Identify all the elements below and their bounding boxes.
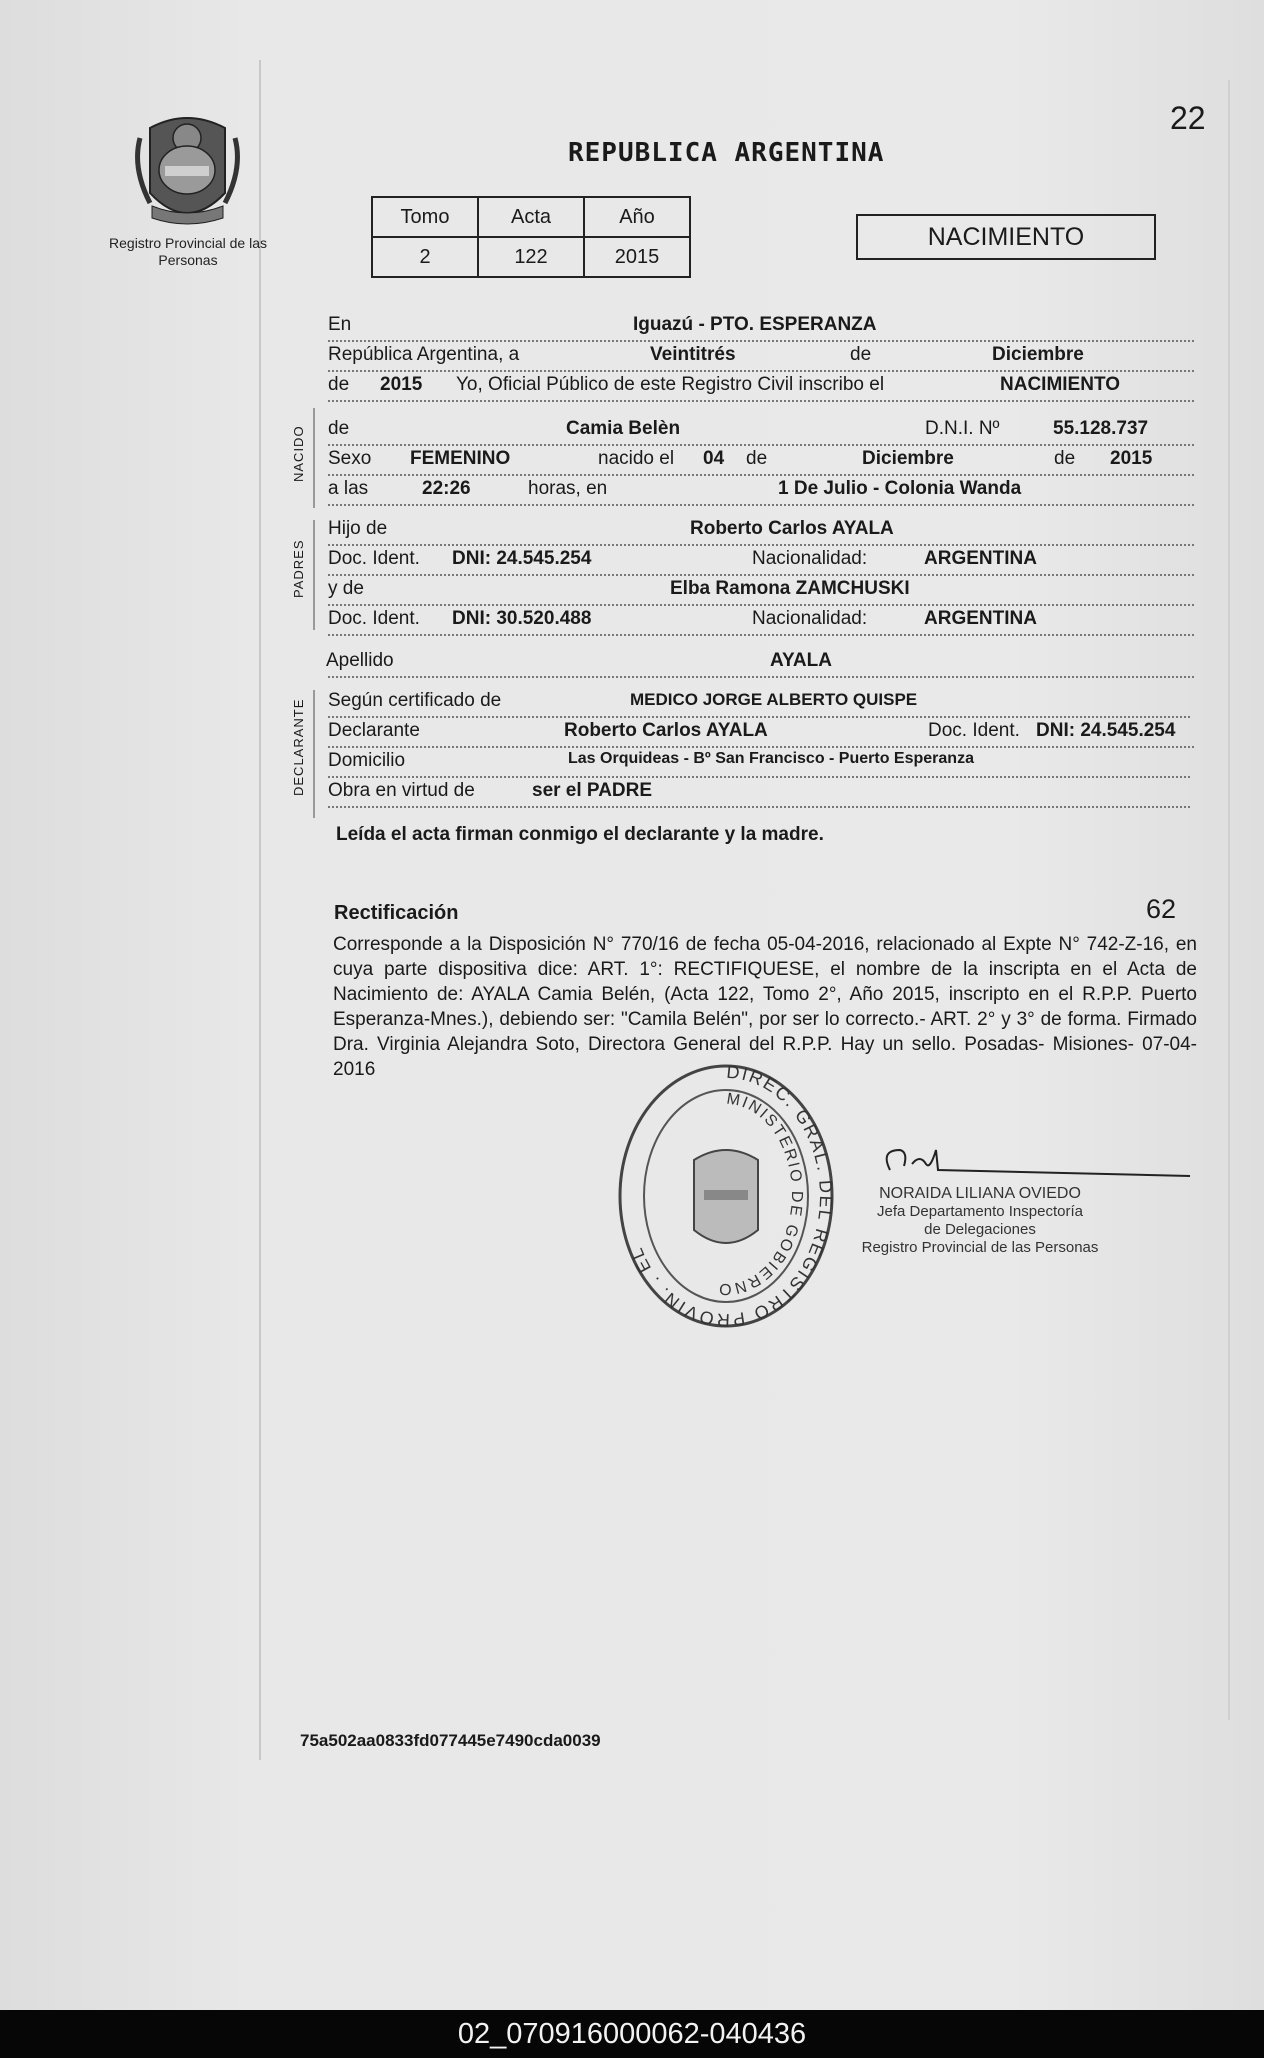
padres-section-label: PADRES <box>291 539 306 598</box>
record-table <box>371 196 691 278</box>
label-doc-mother: Doc. Ident. <box>328 608 420 629</box>
label-de-month: de <box>746 448 768 469</box>
line-father <box>328 518 1194 546</box>
document-hash: 75a502aa0833fd077445e7490cda0039 <box>300 1731 601 1750</box>
signatory-title: Jefa Departamento Inspectoría <box>877 1203 1083 1220</box>
signatory-office: Registro Provincial de las Personas <box>861 1239 1099 1256</box>
nacido-section-label: NACIDO <box>291 425 306 482</box>
line-date <box>328 344 1194 372</box>
label-y-de: y de <box>328 578 364 599</box>
label-declarante: Declarante <box>328 720 420 741</box>
value-father-doc: DNI: 24.545.254 <box>452 548 592 569</box>
label-horas-en: horas, en <box>528 478 608 499</box>
line-father-doc <box>328 548 1194 576</box>
misiones-coat-of-arms-icon <box>130 108 245 233</box>
stamp-outer-text: DIREC. GRAL. DEL REGISTRO PROVIN. . EL <box>625 1061 837 1331</box>
closing-statement: Leída el acta firman conmigo el declarante y la madre. <box>336 824 824 845</box>
label-apellido: Apellido <box>326 650 394 671</box>
padres-rule <box>313 520 315 630</box>
label-de: de <box>850 344 872 365</box>
value-birth-place: 1 De Julio - Colonia Wanda <box>778 478 1022 499</box>
label-nat-mother: Nacionalidad: <box>752 608 868 629</box>
table-value-acta: 122 <box>478 237 584 277</box>
line-sex-birthdate <box>328 448 1194 476</box>
value-year: 2015 <box>380 374 423 395</box>
rectification-title: Rectificación <box>334 902 459 924</box>
officer-text: Yo, Oficial Público de este Registro Civil inscribo el <box>456 374 885 395</box>
nacido-rule <box>313 408 315 508</box>
value-mother-doc: DNI: 30.520.488 <box>452 608 592 629</box>
table-value-anio: 2015 <box>584 237 690 277</box>
label-nacido-el: nacido el <box>598 448 675 469</box>
value-father-name: Roberto Carlos AYALA <box>690 518 894 539</box>
line-mother-doc <box>328 608 1194 636</box>
value-child-dni: 55.128.737 <box>1053 418 1149 439</box>
line-obra <box>328 780 1190 808</box>
declarante-rule <box>313 690 315 818</box>
label-republica: República Argentina, a <box>328 344 520 365</box>
value-sexo: FEMENINO <box>410 448 511 469</box>
value-domicilio: Las Orquideas - Bº San Francisco - Puerto Esperanza <box>568 750 974 767</box>
value-act-type: NACIMIENTO <box>1000 374 1120 395</box>
value-birth-year: 2015 <box>1110 448 1153 469</box>
value-month: Diciembre <box>992 344 1084 365</box>
label-doc-declarante: Doc. Ident. <box>928 720 1020 741</box>
label-de-year2: de <box>1054 448 1076 469</box>
left-margin-line <box>259 60 261 1760</box>
label-nat-father: Nacionalidad: <box>752 548 868 569</box>
table-header-acta: Acta <box>478 197 584 237</box>
table-header-tomo: Tomo <box>372 197 478 237</box>
line-certificado <box>328 690 1190 718</box>
country-title: REPUBLICA ARGENTINA <box>568 138 885 168</box>
line-mother <box>328 578 1194 606</box>
label-doc-father: Doc. Ident. <box>328 548 420 569</box>
line-place <box>328 314 1194 342</box>
signatory-department: de Delegaciones <box>924 1221 1036 1238</box>
declarante-section-label: DECLARANTE <box>291 698 306 796</box>
value-birth-day: 04 <box>703 448 725 469</box>
line-apellido <box>328 650 1194 678</box>
value-birth-time: 22:26 <box>422 478 471 499</box>
rectification-number: 62 <box>1146 894 1177 924</box>
page-number: 22 <box>1170 100 1206 136</box>
line-declarante <box>328 720 1194 748</box>
rectification-body: Corresponde a la Disposición N° 770/16 de fecha 05-04-2016, relacionado al Expte N° 742-Z-16, en cuya parte dispositiva dice: ART. 1°: RECTIFIQUESE, el nombre de la inscripta en el Acta de Nacimiento de: AYALA Camia Belén, (Acta 122, Tomo 2°, Año 2015, inscripto en el R.P.P. Puerto Esperanza-Mnes.), debiendo ser: "Camila Belén", por ser lo correcto.- ART. 2° y 3° de forma. Firmado Dra. Virginia Alejandra Soto, Directora General del R.P.P. Hay un sello. Posadas- Misiones- 07-04-2016 <box>333 934 1197 1080</box>
scan-footer-id: 02_070916000062-040436 <box>0 2010 1264 2058</box>
handwritten-signature-icon <box>860 1140 1190 1180</box>
value-certificado: MEDICO JORGE ALBERTO QUISPE <box>630 690 918 709</box>
label-domicilio: Domicilio <box>328 750 406 771</box>
value-mother-nat: ARGENTINA <box>924 608 1037 629</box>
value-declarante-name: Roberto Carlos AYALA <box>564 720 768 741</box>
label-de-year: de <box>328 374 350 395</box>
value-father-nat: ARGENTINA <box>924 548 1037 569</box>
line-domicilio <box>328 750 1190 778</box>
label-en: En <box>328 314 352 335</box>
signatory-name: NORAIDA LILIANA OVIEDO <box>879 1185 1081 1202</box>
value-birth-month: Diciembre <box>862 448 954 469</box>
label-hijo-de: Hijo de <box>328 518 388 539</box>
table-value-tomo: 2 <box>372 237 478 277</box>
line-time-place <box>328 478 1194 506</box>
value-obra: ser el PADRE <box>532 780 653 801</box>
official-stamp-icon <box>612 1060 840 1332</box>
label-obra: Obra en virtud de <box>328 780 475 801</box>
stamp-inner-text: MINISTERIO DE GOBIERNO <box>716 1090 806 1298</box>
label-de-name: de <box>328 418 350 439</box>
label-dni: D.N.I. Nº <box>925 418 1000 439</box>
label-sexo: Sexo <box>328 448 372 469</box>
value-place: Iguazú - PTO. ESPERANZA <box>633 314 877 335</box>
value-day-words: Veintitrés <box>650 344 736 365</box>
label-a-las: a las <box>328 478 369 499</box>
logo-caption: Registro Provincial de las Personas <box>109 235 267 268</box>
record-type-box: NACIMIENTO <box>856 214 1156 260</box>
value-mother-name: Elba Ramona ZAMCHUSKI <box>670 578 910 599</box>
label-certificado: Según certificado de <box>328 690 502 711</box>
line-officer <box>328 374 1194 402</box>
signature-block <box>860 1140 1190 1256</box>
value-child-name: Camia Belèn <box>566 418 681 439</box>
line-name <box>328 418 1194 446</box>
right-margin-line <box>1228 80 1230 1720</box>
table-header-anio: Año <box>584 197 690 237</box>
value-apellido: AYALA <box>770 650 832 671</box>
value-declarante-doc: DNI: 24.545.254 <box>1036 720 1176 741</box>
